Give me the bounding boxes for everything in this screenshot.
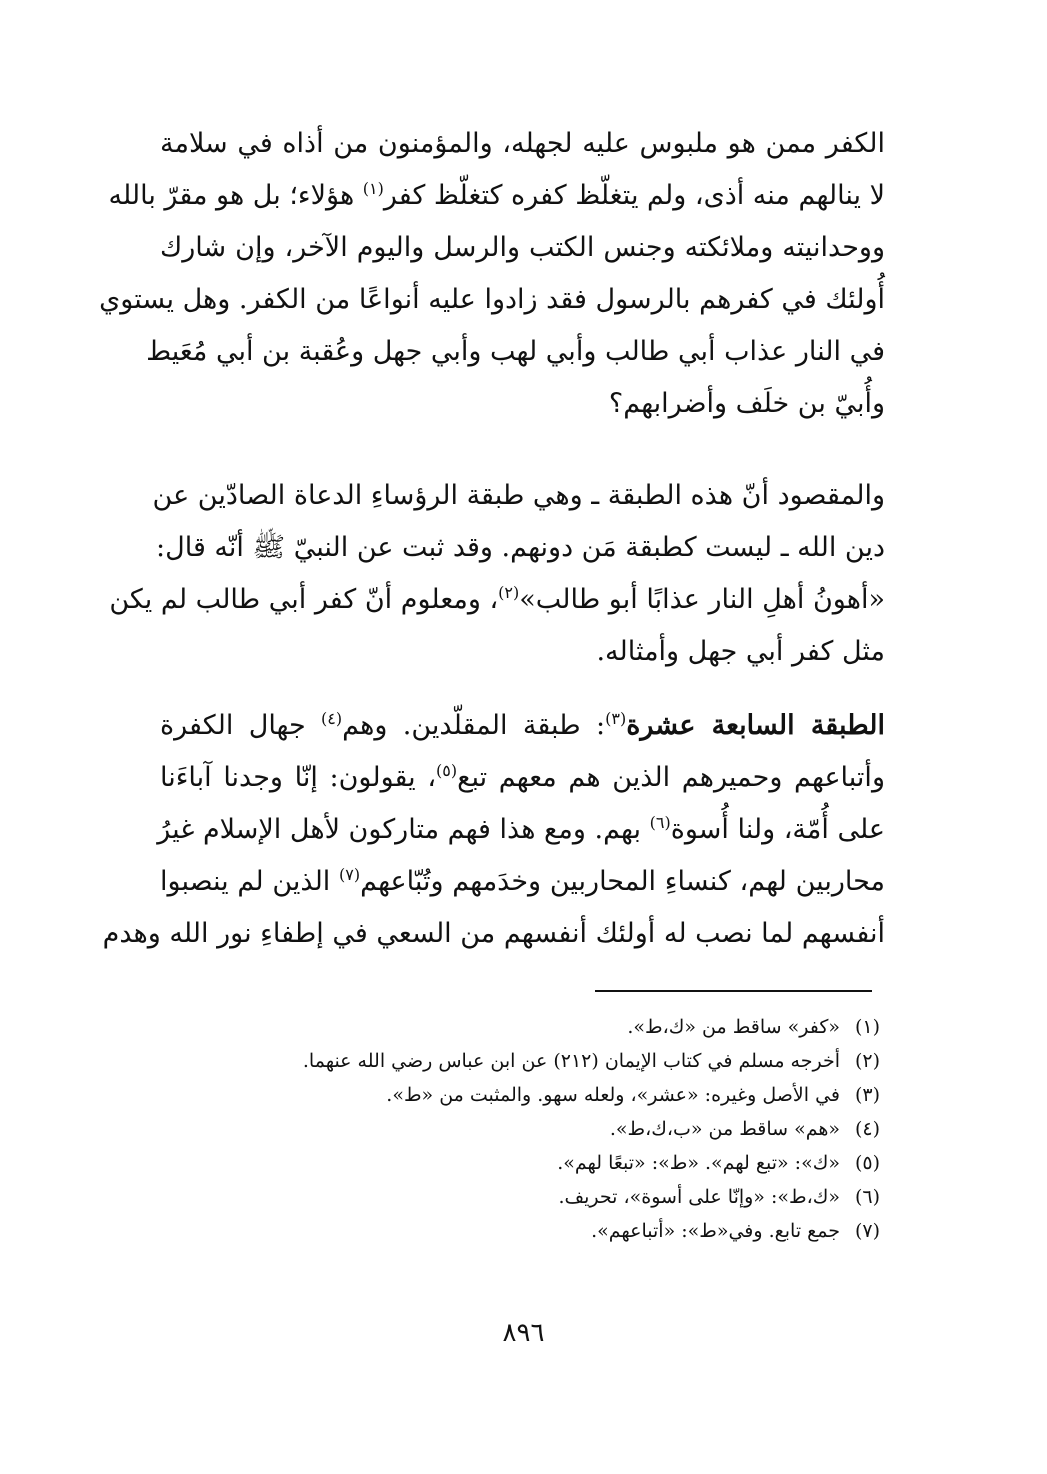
footnote-text: في الأصل وغيره: «عشر»، ولعله سهو. والمثبت من «ط». [386,1084,840,1106]
paragraph-1 [99,118,885,430]
footnote-ref-1[interactable]: (١) [362,179,384,198]
text-line: أُولئك في كفرهم بالرسول فقد زادوا عليه أنواعًا من الكفر. وهل يستوي [99,284,885,315]
text-segment: وأتباعهم وحميرهم الذين هم معهم تبع [457,762,885,793]
footnote-item [160,1214,880,1248]
footnote-ref-5[interactable]: (٥) [436,761,458,780]
text-segment: جهال الكفرة [160,710,322,741]
footnote-number: (٣) [854,1084,880,1106]
text-line [160,700,885,752]
footnote-text: أخرجه مسلم في كتاب الإيمان (٢١٢) عن ابن عباس رضي الله عنهما. [302,1050,840,1072]
footnote-item [160,1078,880,1112]
text-segment: لا ينالهم منه أذى، ولم يتغلّظ كفره كتغلّظ كفر [383,180,885,211]
footnote-ref-6[interactable]: (٦) [649,813,671,832]
footnote-ref-2[interactable]: (٢) [498,583,520,602]
text-segment: على أُمّة، ولنا أُسوة [670,814,885,845]
text-segment: محاربين لهم، كنساءِ المحاربين وخدَمهم وتُبّاعهم [360,866,885,897]
text-segment: الذين لم ينصبوا [160,866,340,897]
section-heading: الطبقة السابعة عشرة [626,710,885,741]
footnote-ref-4[interactable]: (٤) [321,709,343,728]
text-line: وأُبيّ بن خلَف وأضرابهم؟ [608,388,885,419]
text-line: في النار عذاب أبي طالب وأبي لهب وأبي جهل وعُقبة بن أبي مُعَيط [146,336,885,367]
footnote-number: (٢) [854,1050,880,1072]
paragraph-2 [109,470,885,678]
text-line [108,170,885,222]
text-line: دين الله ـ ليست كطبقة مَن دونهم. وقد ثبت عن النبيّ ﷺ أنّه قال: [156,532,885,563]
text-line [160,752,885,804]
footnote-ref-3[interactable]: (٣) [605,709,627,728]
footnote-ref-7[interactable]: (٧) [339,865,361,884]
footnote-item [160,1112,880,1146]
footnote-item [160,1044,880,1078]
text-segment: ، يقولون: إنّا وجدنا آباءَنا [160,762,437,793]
page-number: ٨٩٦ [502,1318,545,1348]
footnotes [160,1010,880,1248]
text-line: ووحدانيته وملائكته وجنس الكتب والرسل واليوم الآخر، وإن شارك [160,232,885,263]
text-line [109,574,885,626]
text-line: مثل كفر أبي جهل وأمثاله. [596,636,885,667]
text-segment: : طبقة المقلّدين. وهم [342,710,606,741]
text-line [157,804,885,856]
footnote-text: جمع تابع. وفي«ط»: «أتباعهم». [591,1220,840,1242]
text-segment: ، ومعلوم أنّ كفر أبي طالب لم يكن [109,584,499,615]
paragraph-3 [102,700,885,960]
text-line [160,856,885,908]
footnote-text: «ك»: «تبع لهم». «ط»: «تبعًا لهم». [557,1152,840,1174]
text-segment: بهم. ومع هذا فهم متاركون لأهل الإسلام غيرُ [157,814,650,845]
footnote-item [160,1146,880,1180]
footnote-number: (٦) [854,1186,880,1208]
text-line: الكفر ممن هو ملبوس عليه لجهله، والمؤمنون من أذاه في سلامة [160,128,885,159]
footnote-separator [595,990,872,992]
footnote-text: «كفر» ساقط من «ك،ط». [627,1016,840,1038]
footnote-number: (١) [854,1016,880,1038]
footnote-number: (٥) [854,1152,880,1174]
footnote-number: (٧) [854,1220,880,1242]
text-line: والمقصود أنّ هذه الطبقة ـ وهي طبقة الرؤساءِ الدعاة الصادّين عن [152,480,885,511]
footnote-text: «ك،ط»: «وإنّا على أسوة»، تحريف. [558,1186,840,1208]
text-line: أنفسهم لما نصب له أولئك أنفسهم من السعي في إطفاءِ نور الله وهدم [102,918,885,949]
footnote-item [160,1180,880,1214]
text-segment: «أهونُ أهلِ النار عذابًا أبو طالب» [519,584,885,615]
footnote-number: (٤) [854,1118,880,1140]
footnote-text: «هم» ساقط من «ب،ك،ط». [609,1118,840,1140]
text-segment: هؤلاء؛ بل هو مقرّ بالله [108,180,363,211]
footnote-item [160,1010,880,1044]
